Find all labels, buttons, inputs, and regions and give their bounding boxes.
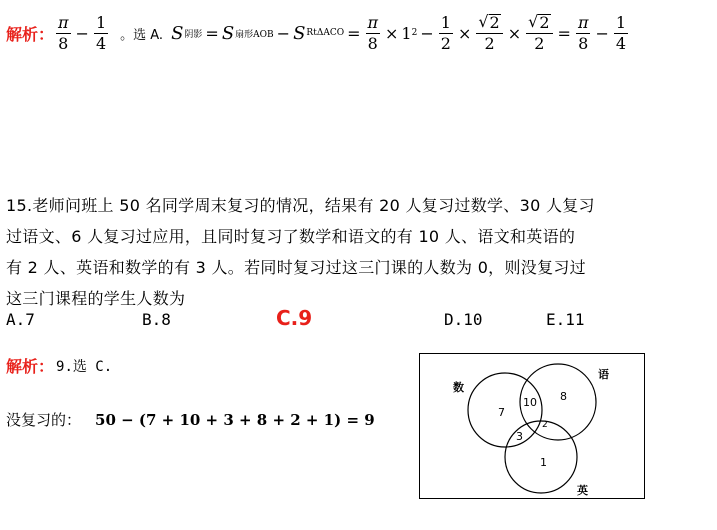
sector-subscript: 扇形AOB bbox=[235, 29, 274, 40]
one-over-4: $\frac{1}{4}$ bbox=[95, 12, 107, 53]
sqrt2-over-2: √ 2 2 bbox=[476, 14, 502, 52]
math-english-count: 3 bbox=[516, 430, 523, 443]
venn-diagram bbox=[419, 353, 645, 499]
math-only-count: 7 bbox=[498, 406, 505, 419]
venn-svg bbox=[420, 354, 644, 498]
math-label: 数 bbox=[453, 381, 464, 394]
chinese-label: 语 bbox=[598, 368, 609, 381]
solution-label: 解析： bbox=[6, 357, 55, 376]
chinese-english-count: 2 bbox=[542, 420, 548, 430]
option-b: B.8 bbox=[142, 310, 171, 329]
answer-text: 9.选 C. bbox=[56, 358, 113, 375]
option-e: E.11 bbox=[546, 310, 585, 329]
option-c-answer: C.9 bbox=[276, 306, 313, 330]
english-only-count: 1 bbox=[540, 456, 547, 469]
choose-a-text: 。选 A. bbox=[120, 27, 164, 43]
option-d: D.10 bbox=[444, 310, 483, 329]
triangle-subscript: RtΔACO bbox=[306, 28, 345, 38]
no-review-row bbox=[6, 409, 375, 430]
solution-2-row bbox=[6, 354, 112, 377]
chinese-only-count: 8 bbox=[560, 390, 567, 403]
pi-over-8: $\frac{\pi}{8}$ bbox=[58, 12, 69, 53]
question-15 bbox=[6, 190, 711, 314]
solution-1-row: 解析： $\frac{\pi}{8}$ − $\frac{1}{4}$ 。选 A. S 阴影 = S 扇形AOB − S RtΔACO = $\frac{\pi}{8}$ × 1 2 − $\frac{1}{2}$ × √ 2 2 × √ 2 2 = $\frac{\pi}{8}$ − $\frac{1}{4}$ bbox=[6, 12, 627, 53]
question-line: 有 2 人、英语和数学的有 3 人。若同时复习过这三门课的人数为 0，则没复习过 bbox=[6, 258, 586, 277]
calc-formula: 50 − (7 + 10 + 3 + 8 + 2 + 1) = 9 bbox=[95, 410, 375, 429]
math-chinese-count: 10 bbox=[523, 396, 537, 409]
question-line: 过语文、6 人复习过应用，且同时复习了数学和语文的有 10 人、语文和英语的 bbox=[6, 227, 576, 246]
question-line: 这三门课程的学生人数为 bbox=[6, 289, 186, 308]
english-label: 英 bbox=[577, 484, 588, 497]
math-circle bbox=[468, 373, 542, 447]
solution-label: 解析： bbox=[6, 24, 55, 44]
calc-label: 没复习的： bbox=[6, 411, 82, 429]
shade-subscript: 阴影 bbox=[184, 29, 203, 40]
option-a: A.7 bbox=[6, 310, 35, 329]
question-line: 15.老师问班上 50 名同学周末复习的情况，结果有 20 人复习过数学、30 人复习 bbox=[6, 196, 595, 215]
